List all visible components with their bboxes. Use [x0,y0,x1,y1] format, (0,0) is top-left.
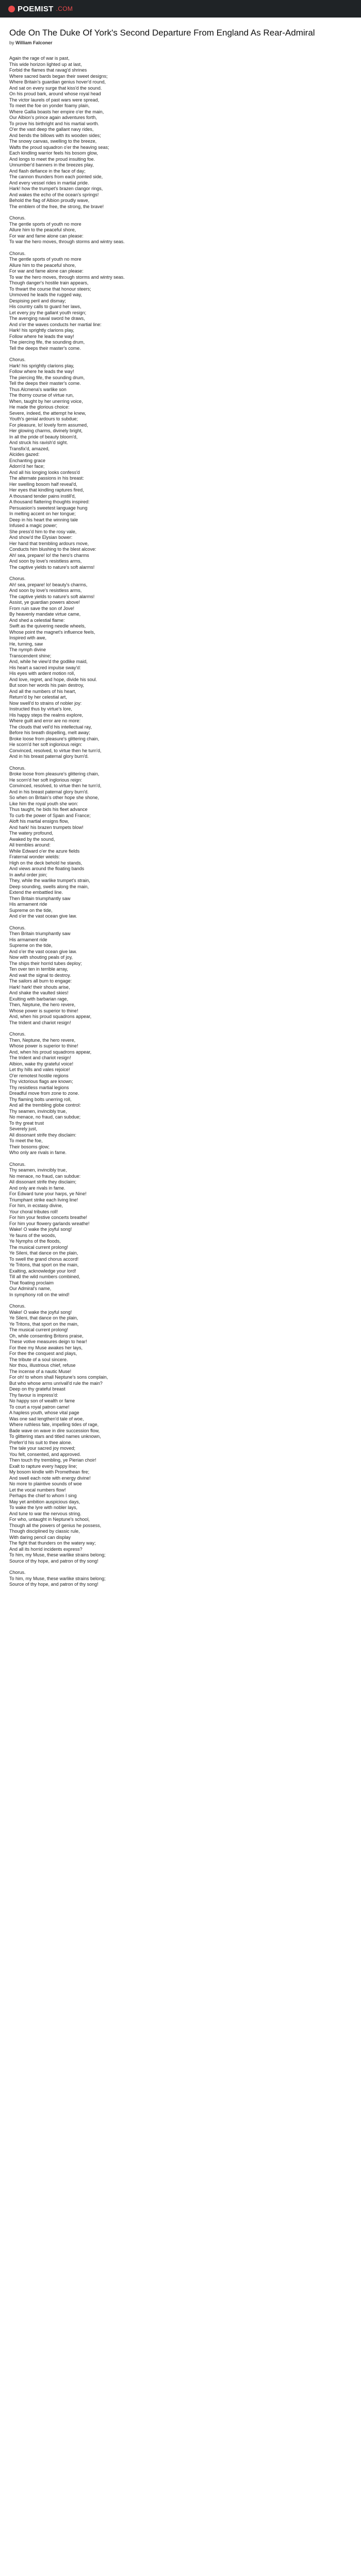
poem-line: And flash defiance in the face of day; [9,168,86,174]
poem-line: Unnumber'd banners in the breezes play, [9,162,94,167]
poem-line: Then, Neptune, the hero revere, [9,1002,76,1007]
poem-line: To glittering stars and titled names unknown, [9,1434,101,1439]
poem-line: To wake the lyre with nobler lays, [9,1505,78,1510]
poem-line: His armament ride [9,902,47,907]
poem-line: To prove his birthright and his martial worth. [9,121,100,126]
poem-line: For oh! to whom shall Neptune's sons complain, [9,1375,108,1380]
poem-line: And o'er the waves conducts her martial line: [9,321,102,327]
poem-line: Persuasion's sweetest language hung [9,505,88,511]
poem-line: Till all the wild numbers combined, [9,1274,80,1279]
poem-line: Transcendent shine; [9,653,52,658]
poem-line: Thy flaming bolts unerring roll, [9,1096,72,1102]
poem-line: And soon by love's resistless arms, [9,558,82,564]
poem-line: Hark! his sprightly clarions play, [9,363,74,368]
poem-line: The incense of a nautic Muse! [9,1368,72,1374]
poem-line: Ten over ten in terrible array, [9,967,68,972]
poem-line: On his proud bark, around whose royal head [9,91,101,96]
poem-line: His country calls to guard her laws, [9,304,81,309]
poem-line: To war the hero moves, through storms and wintry seas. [9,239,125,244]
poem-line: Ah! sea, prepare! lo! beauty's charms, [9,582,88,587]
poem-line: Ah! sea, prepare! lo! the hero's charms [9,552,89,558]
poem-line: And only are rivals in fame. [9,1185,65,1191]
poem-line: Enchanting grace [9,457,46,463]
poem-stanza [9,576,352,760]
poem-line: Exalting, acknowledge your lord! [9,1268,76,1274]
poem-line: Where sacred bards began their sweet designs; [9,73,108,79]
poem-byline [9,40,352,45]
poem-line: Follow where he leads the way! [9,369,74,374]
poem-line: All dissonant strife they disclaim; [9,1179,77,1184]
poem-line: Whose point the magnet's influence feels, [9,629,95,635]
poem-line: Her hand that trembling ardours move, [9,540,89,546]
poem-line: No happy son of wealth or fame [9,1398,75,1403]
poem-line: For pleasure, lo! lovely form assumed, [9,422,88,428]
poem-line: Fraternal wonder wields: [9,854,60,859]
poem-line: Wake! O wake the joyful song! [9,1309,72,1315]
poem-line: And struck his ravish'd sight. [9,440,68,445]
poem-line: No more to plaintive sounds of woe [9,1481,82,1486]
poem-line: His eyes with ardent motion roll, [9,671,75,676]
poem-line: Supreme on the tide, [9,943,53,948]
poem-line: Where Britain's guardian genius hover'd round, [9,79,106,84]
poem-line: Awaked by the sound, [9,836,55,842]
poem-line: And in his breast paternal glory burn'd. [9,789,89,794]
poem-line: And in his breast paternal glory burn'd. [9,754,89,759]
poem-line: The fight that thunders on the watery way; [9,1540,96,1546]
poem-line: No menace, no fraud, can subdue; [9,1114,81,1120]
poem-line: Thus Alcmena's warlike son [9,386,67,392]
logo-icon [8,6,15,12]
poem-line: Hark! his sprightly clarions play, [9,328,74,333]
poem-line: The cannon thunders from each pointed side, [9,174,103,179]
poem-line: He, turning, saw [9,641,43,647]
poem-stanza [9,766,352,920]
poem-line: The emblem of the free, the strong, the brave! [9,204,104,209]
poem-line: Aloft his martial ensigns flow, [9,819,69,824]
poem-line: For who, untaught in Neptune's school, [9,1517,90,1522]
poem-line: So when on Britain's other hope she shone, [9,795,99,800]
poem-line: While Edward o'er the azure fields [9,848,80,854]
poem-line: Chorus. [9,1161,26,1167]
poem-line: The clouds that veil'd his intellectual ray, [9,724,92,730]
poem-line: Her swelling bosom half reveal'd, [9,481,77,487]
poem-stanza [9,215,352,245]
poem-line: And wakes the echo of the ocean's springs! [9,192,99,197]
site-logo[interactable] [8,5,73,13]
poem-line: The captive yields to nature's soft alarms! [9,564,95,570]
poem-line: Her glowing charms, divinely bright, [9,428,83,433]
poem-line: They, while the warlike trumpet's strain, [9,878,90,883]
poem-line: Her eyes that kindling raptures fired, [9,487,84,493]
poem-line: Thy victorious flags are known; [9,1079,73,1084]
poem-line: Thy seamen, invincibly true, [9,1167,67,1173]
top-bar [0,0,361,18]
poem-line: Thy resistless martial legions [9,1084,69,1090]
poem-line: Whose power is superior to thine! [9,1043,78,1048]
poem-line: Before his breath dispelling, melt away; [9,730,90,735]
poem-line: Tell the deeps their master's come. [9,381,81,386]
poem-line: All trembles around: [9,842,51,848]
poem-line: The trident and chariot resign! [9,1020,71,1025]
poem-line: He scorn'd her soft inglorious reign: [9,777,83,783]
poem-line: For him your flowery garlands wreathe! [9,1221,90,1226]
poem-line: In symphony roll on the wind! [9,1292,70,1297]
poem-line: The snowy canvas, swelling to the breeze, [9,139,97,144]
poem-line: Ye Tritons, that sport on the main, [9,1321,79,1327]
poem-line: A thousand flattering thoughts inspired: [9,499,90,504]
poem-body [9,56,352,1588]
poem-line: Deep sounding, swells along the main, [9,884,89,889]
poem-line: Source of thy hope, and patron of thy song! [9,1558,99,1564]
poem-line: Again the rage of war is past, [9,56,70,61]
poem-line: No menace, no fraud, can subdue: [9,1173,81,1179]
poem-line: Convinced, resolved, to virtue then he turn'd, [9,748,102,753]
poem-line: Transfix'd, amazed, [9,446,50,451]
poem-line: Our Admiral's name, [9,1286,52,1291]
poem-line: Assist, ye guardian powers above! [9,600,80,605]
poem-line: Though danger's hostile train appears, [9,280,89,285]
poem-line: Albion, wake thy grateful voice! [9,1061,74,1066]
poem-line: Chorus. [9,576,26,581]
poem-line: Wake! O wake the joyful song! [9,1227,72,1232]
poem-line: The sailors all burn to engage: [9,978,72,984]
poem-line: The musical current prolong! [9,1244,69,1250]
poem-stanza [9,251,352,352]
poem-line: High on the deck behold he stands, [9,860,83,866]
poem-line: And all his longing looks confess'd [9,469,80,475]
poem-line: To him, my Muse, these warlike strains belong; [9,1575,106,1581]
poem-line: Ye fauns of the woods, [9,1232,56,1238]
poem-stanza [9,357,352,570]
poem-line: Your choral tributes roll! [9,1209,58,1214]
poem-line: Adorn'd her face; [9,464,45,469]
poem-line: And swell each note with energy divine! [9,1475,91,1481]
poem-line: He scorn'd her soft inglorious reign: [9,742,83,747]
poem-line: And views around the floating bands [9,866,85,871]
poem-line: With daring pencil can display [9,1534,71,1540]
poem-line: Who only are rivals in fame. [9,1150,67,1155]
poem-line: Deep in his heart the winning tale [9,517,78,522]
poem-content [0,18,361,1588]
poem-line: His happy steps the realms explore, [9,712,84,718]
poem-line: Despising peril and dismay; [9,298,67,303]
poem-stanza [9,1303,352,1564]
poem-line: O'er remotest hostile regions [9,1073,69,1078]
poem-line: Unmoved he leads the rugged way, [9,292,82,297]
poem-line: And all the numbers of his heart, [9,688,76,694]
poem-line: The piercing fife, the sounding drum, [9,340,85,345]
poem-line: Allure him to the peaceful shore, [9,227,76,232]
poem-line: Chorus. [9,357,26,362]
poem-line: To meet the foe, [9,1138,43,1143]
poem-line: Like him the royal youth she won: [9,801,78,806]
poem-line: Infused a magic power; [9,523,58,528]
poem-line: Supreme on the tide, [9,907,53,913]
poem-line: And soon by love's resistless arms, [9,588,82,593]
poem-line: And shake the vaulted skies! [9,990,69,995]
poem-line: Dreadful move from zone to zone. [9,1091,79,1096]
poem-line: The tale your sacred joy moved; [9,1446,76,1451]
poem-line: All dissonant strife they disclaim: [9,1132,77,1138]
poem-stanza [9,925,352,1026]
poem-line: Though all the powers of genius he possess, [9,1522,102,1528]
poem-line: O'er the vast deep the gallant navy rides, [9,127,94,132]
poem-line: To meet the foe on yonder foamy plain, [9,103,90,108]
poem-line: Severe, indeed, the attempt he knew, [9,410,86,416]
poem-line: The piercing fife, the sounding drum, [9,375,85,380]
poem-line: The victor laurels of past wars were spread, [9,97,100,103]
poem-line: To war the hero moves, through storms and wintry seas. [9,274,125,280]
poem-line: And every vessel rides in martial pride. [9,180,89,185]
poem-line: His armament ride [9,937,47,942]
poem-line: And show'd the Elysian bower: [9,535,73,540]
poem-line: To court a royal patron came! [9,1404,70,1410]
poem-line: Source of thy hope, and patron of thy song! [9,1582,99,1587]
poem-line: Tell the deeps their master's come. [9,345,81,351]
poem-line: Broke loose from pleasure's glittering chain, [9,771,100,776]
poem-line: Chorus. [9,1570,26,1575]
poem-line: To him, my Muse, these warlike strains belong; [9,1552,106,1557]
poem-line: Chorus. [9,925,26,930]
poem-line: From ruin save the son of Jove! [9,605,75,611]
poem-line: Chorus. [9,765,26,771]
poem-line: When, taught by her unerring voice, [9,398,83,404]
poem-line: The nymph divine [9,647,46,652]
poem-line: Youth's genial ardours to subdue; [9,416,78,421]
poem-line: Nor thou, illustrious chief, refuse [9,1363,76,1368]
poem-line: Alcides gazed: [9,452,40,457]
poem-line: Let thy hills and vales rejoice! [9,1067,70,1072]
poem-line: Then Britain triumphantly saw [9,931,71,936]
poem-line: For war and fame alone can please: [9,268,84,274]
poem-line: Their bosoms glow; [9,1144,50,1149]
poem-line: Ye Tritons, that sport on the main, [9,1262,79,1267]
poem-line: Preferr'd his suit to thee alone. [9,1439,72,1445]
poem-line: Bade wave on wave in dire succession flow, [9,1428,100,1433]
poem-line: And love, regret, and hope, divide his soul. [9,676,97,682]
poem-line: The ships their horrid tubes deploy; [9,960,82,966]
poem-stanza [9,1162,352,1298]
poem-line: Hark! how the trumpet's brazen clangor rings, [9,186,103,191]
poem-line: And tune to war the nervous string. [9,1511,81,1516]
poem-line: Whose power is superior to thine! [9,1008,78,1013]
poem-line: And hark! his brazen trumpets blow! [9,824,84,830]
poem-stanza [9,1031,352,1156]
poem-line: Follow where he leads the way! [9,333,74,339]
poem-line: And bends the billows with its wooden sides; [9,132,101,138]
author-link[interactable]: William Falconer [15,40,53,45]
logo-suffix: .COM [56,5,73,12]
poem-line: And o'er the vast ocean give law. [9,948,77,954]
poem-line: Return'd by her celestial art, [9,694,67,700]
poem-line: Chorus. [9,215,26,221]
poem-line: Thy favour is impress'd: [9,1392,58,1398]
poem-line: His heart a sacred impulse sway'd: [9,665,81,670]
poem-line: And shed a celestial flame: [9,617,65,623]
poem-line: In melting accent on her tongue; [9,511,76,516]
poem-line: Ye Sileni, that dance on the plain, [9,1250,78,1256]
poem-line: This wide horizon lighted up at last, [9,61,82,67]
poem-line: She press'd him to the rosy vale, [9,529,77,534]
poem-stanza [9,1570,352,1588]
poem-line: Now with shouting peals of joy, [9,955,73,960]
poem-line: The captive yields to nature's soft alarms! [9,594,95,599]
poem-line: To thy great trust [9,1120,44,1126]
poem-line: Inspired with awe, [9,635,47,640]
poem-line: That floating proclaim [9,1280,54,1285]
poem-line: Instructed thus by virtue's lore, [9,706,72,711]
poem-line: Oh, while consenting Britons praise, [9,1333,84,1338]
poem-line: But soon her words his pain destroy, [9,683,84,688]
poem-line: To swell the grand chorus accord! [9,1256,79,1262]
poem-line: In awful order join; [9,872,47,877]
poem-line: The alternate passions in his breast: [9,476,84,481]
poem-line: Where Gallia boasts her empire o'er the main, [9,109,104,114]
poem-line: These votive measures deign to hear! [9,1339,87,1344]
poem-line: The avenging naval sword he draws, [9,316,85,321]
poem-line: The watery profound, [9,831,54,836]
poem-line: Exalt to rapture every happy line; [9,1463,77,1469]
poem-line: For Edward tune your harps, ye Nine! [9,1191,87,1196]
poem-line: Exulting with barbarian rage, [9,996,69,1002]
poem-line: And longs to meet the proud insulting foe. [9,156,95,162]
poem-line: Ye Sileni, that dance on the plain, [9,1315,78,1320]
poem-line: Where guilt and error are no more: [9,718,81,723]
poem-line: You felt, consented, and approved. [9,1451,81,1457]
poem-line: Then touch thy trembling, ye Pierian choir! [9,1458,96,1463]
poem-line: Wafts the proud squadron o'er the heaving seas; [9,144,109,150]
poem-line: Though disciplined by classic rule, [9,1529,80,1534]
poem-line: Hark! hark! their shouts arise, [9,984,70,990]
poem-line: And sat on every surge that kiss'd the sound. [9,85,102,91]
poem-line: Each kindling warrior feels his bosom glow, [9,150,98,156]
poem-line: Triumphant strike each living line! [9,1197,78,1202]
poem-line: To curb the power of Spain and France; [9,812,91,818]
logo-text: POEMIST [18,4,54,13]
byline-prefix: by [9,40,14,45]
poem-line: And wait the signal to destroy. [9,972,71,978]
poem-line: The gentle sports of youth no more [9,257,81,262]
poem-line: Thus taught, he bids his fleet advance [9,807,88,812]
poem-line: Where ruthless fate, impelling tides of rage, [9,1422,99,1427]
poem-line: Chorus. [9,250,26,256]
poem-line: Thy seamen, invincibly true, [9,1108,67,1114]
poem-line: He made the glorious choice: [9,404,70,410]
poem-line: Let the vocal numbers flow! [9,1487,66,1493]
poem-line: Ye Nymphs of the floods, [9,1239,61,1244]
poem-line: And, when his proud squadrons appear, [9,1049,92,1055]
poem-line: But who whose arms unrivall'd rule the main? [9,1380,103,1386]
poem-line: And, when his proud squadrons appear, [9,1014,92,1019]
poem-line: In all the pride of beauty bloom'd, [9,434,78,439]
poem-line: The trident and chariot resign! [9,1055,71,1060]
poem-line: Our Albion's prince again adventures forth, [9,115,97,120]
poem-line: Chorus. [9,1031,26,1037]
poem-line: For him your festive concerts breathe! [9,1215,88,1220]
poem-line: Conducts him blushing to the blest alcove: [9,547,96,552]
poem-line: For war and fame alone can please: [9,233,84,239]
poem-line: For thee my Muse awakes her lays, [9,1345,83,1350]
poem-line: Convinced, resolved, to virtue then he turn'd, [9,783,102,788]
poem-line: By heavenly mandate virtue came, [9,612,81,617]
poem-line: Swift as the quivering needle wheels, [9,623,86,629]
poem-line: The thorny course of virtue run, [9,393,74,398]
poem-line: Extend the embattled line. [9,890,63,895]
poem-line: Broke loose from pleasure's glittering chain, [9,736,100,741]
poem-line: Now swell'd to strains of nobler joy: [9,700,82,706]
poem-line: My bosom kindle with Promethean fire; [9,1469,90,1475]
poem-line: And all its horrid incidents express? [9,1546,83,1552]
poem-line: To thwart the course that honour steers; [9,286,91,292]
poem-line: The tribute of a soul sincere. [9,1357,68,1362]
poem-line: A hapless youth, whose vital page [9,1410,79,1415]
poem-line: And o'er the vast ocean give law. [9,913,77,919]
poem-line: And, while he view'd the godlike maid, [9,659,88,664]
poem-line: Allure him to the peaceful shore, [9,262,76,268]
poem-line: For thee the conquest and plays, [9,1351,77,1356]
poem-line: A thousand tender pains instill'd, [9,493,76,499]
poem-line: Perhaps the chief to whom I sing [9,1493,77,1498]
poem-line: Then, Neptune, the hero revere, [9,1037,76,1043]
poem-line: The musical current prolong! [9,1327,69,1332]
poem-stanza [9,56,352,210]
poem-line: Deep on thy grateful breast [9,1386,65,1392]
poem-line: May yet ambition auspicious days, [9,1499,80,1504]
poem-line: Severely just, [9,1126,38,1131]
poem-line: Was one sad lengthen'd tale of woe, [9,1416,84,1421]
poem-line: Chorus. [9,1303,26,1309]
poem-line: Then Britain triumphantly saw [9,895,71,901]
poem-line: For him, in ecstasy divine, [9,1203,63,1208]
poem-line: The gentle sports of youth no more [9,221,81,227]
poem-line: Let every joy the gallant youth resign; [9,310,87,315]
poem-title: Ode On The Duke Of York's Second Departure From England As Rear-Admiral [9,28,315,38]
poem-line: Forbid the flames that ravag'd shrines [9,67,87,73]
poem-line: And all the trembling globe control: [9,1103,81,1108]
poem-line: Behold the flag of Albion proudly wave, [9,198,90,203]
